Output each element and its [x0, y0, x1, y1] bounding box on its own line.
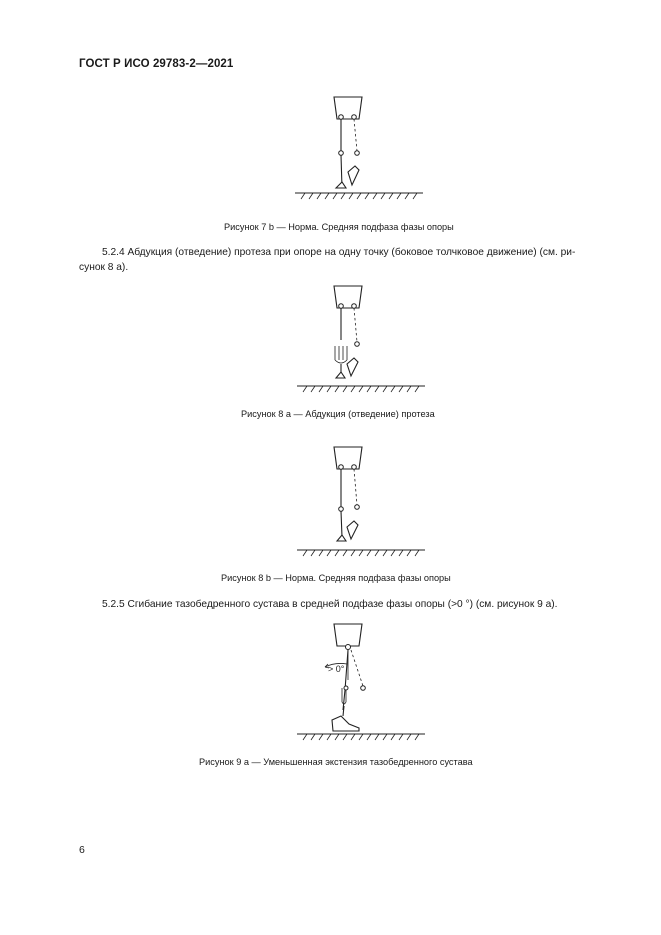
figure-9a-illustration	[297, 620, 427, 745]
paragraph-5-2-4-line1: 5.2.4 Абдукция (отведение) протеза при опоре на одну точку (боковое толчковое движение) (см. ри-	[102, 247, 576, 258]
page-number: 6	[79, 844, 85, 856]
angle-label: > 0°	[328, 664, 345, 674]
figure-8b-caption: Рисунок 8 b — Норма. Средняя подфаза фазы опоры	[221, 573, 451, 583]
figure-8a-caption: Рисунок 8 а — Абдукция (отведение) протеза	[241, 409, 435, 419]
figure-9a-caption: Рисунок 9 а — Уменьшенная экстензия тазобедренного сустава	[199, 757, 473, 767]
document-header: ГОСТ Р ИСО 29783-2—2021	[79, 58, 234, 70]
figure-7b-illustration	[295, 88, 425, 200]
paragraph-5-2-5: 5.2.5 Сгибание тазобедренного сустава в средней подфазе фазы опоры (>0 °) (см. рисунок 9 а).	[102, 599, 558, 610]
paragraph-5-2-4-line2: сунок 8 а).	[79, 262, 129, 273]
figure-7b-caption: Рисунок 7 b — Норма. Средняя подфаза фазы опоры	[224, 222, 454, 232]
figure-8a-illustration	[297, 280, 427, 392]
figure-8b-illustration	[297, 443, 427, 555]
